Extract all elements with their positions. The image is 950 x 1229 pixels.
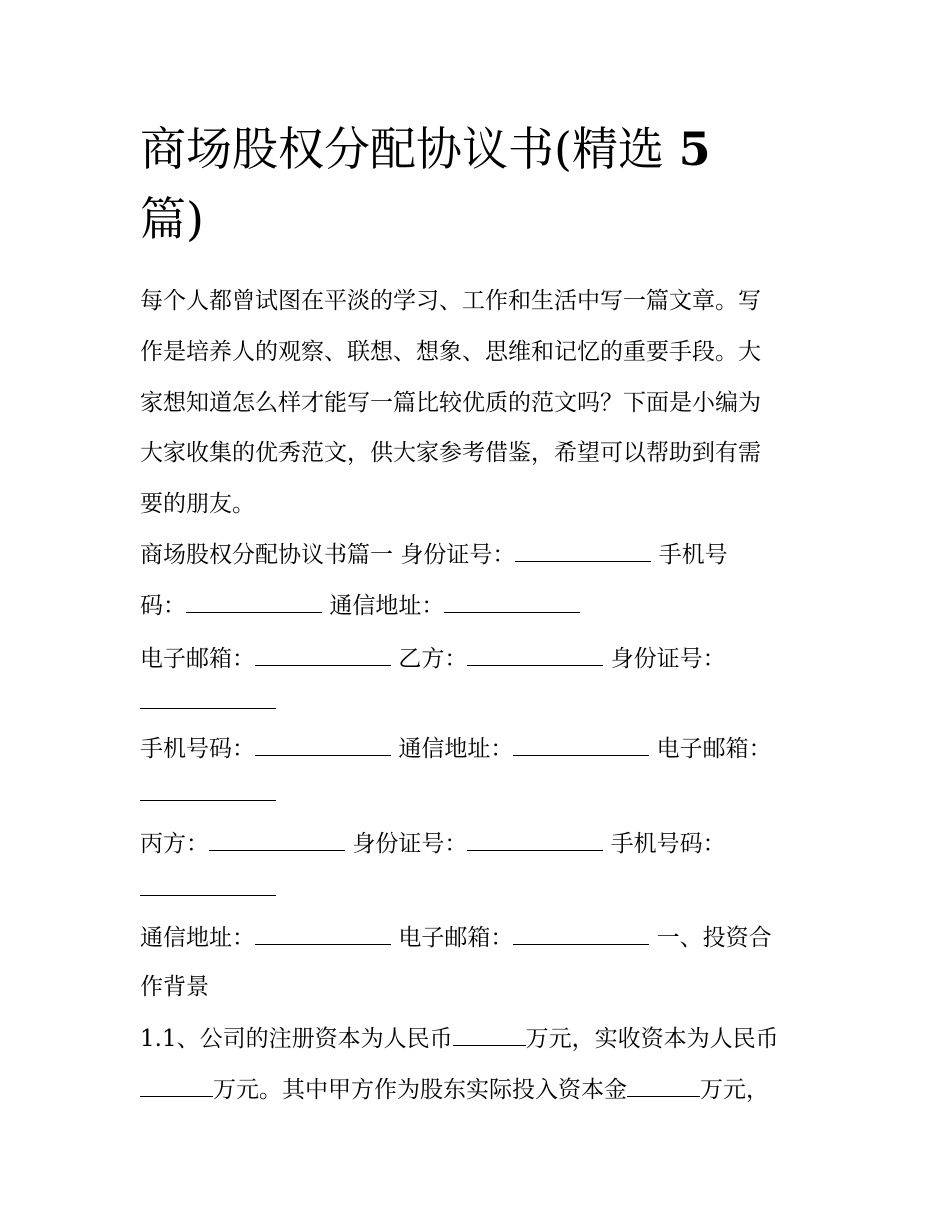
form-line [140,778,840,809]
intro-line: 每个人都曾试图在平淡的学习、工作和生活中写一篇文章。写 [140,288,761,314]
blank-field [186,590,322,613]
phone-label: 码： [140,593,186,619]
party-b-label: 乙方： [398,646,468,672]
address-label: 通信地址： [329,593,445,619]
blank-field [467,828,603,851]
blank-field [515,539,651,562]
document-title [140,114,820,254]
intro-line: 大家收集的优秀范文，供大家参考借鉴，希望可以帮助到有需 [140,440,761,466]
form-line [140,590,840,621]
form-line [140,828,840,859]
title-text: 商场股权分配协议书(精选 [140,122,664,176]
blank-field [255,733,391,756]
blank-field [453,1023,526,1046]
blank-field [444,590,580,613]
clause-text: 万元， [700,1077,769,1103]
email-label: 电子邮箱： [398,925,514,951]
clause-line [140,1074,840,1105]
blank-field [513,733,649,756]
section-heading: 作背景 [140,974,209,1000]
title-text-end: 篇) [140,192,204,246]
intro-line: 家想知道怎么样才能写一篇比较优质的范文吗？下面是小编为 [140,390,761,416]
section-heading: 一、投资合 [656,925,772,951]
title-number: 5 [678,122,711,176]
clause-text: 万元，实收资本为人民币 [525,1026,779,1052]
phone-label: 手机号码： [610,831,726,857]
form-line [140,873,840,904]
party-c-label: 丙方： [140,831,209,857]
form-line [140,922,840,953]
form-line [140,972,840,1002]
email-label: 电子邮箱： [140,646,255,672]
clause-line [140,1023,840,1054]
intro-line: 要的朋友。 [140,491,255,517]
id-label: 身份证号： [610,646,726,672]
section-title: 商场股权分配协议书篇一 [140,542,393,568]
clause-text: 1.1、公司的注册资本为人民币 [140,1026,453,1052]
id-label: 身份证号： [400,542,516,568]
blank-field [627,1074,700,1097]
address-label: 通信地址： [398,736,514,762]
blank-field [140,686,276,709]
phone-label: 手机号 [658,542,728,568]
blank-field [255,922,391,945]
form-line [140,539,840,570]
form-line [140,733,840,764]
blank-field [140,873,276,896]
blank-field [467,643,603,666]
blank-field [140,1074,213,1097]
blank-field [209,828,345,851]
blank-field [140,778,276,801]
address-label: 通信地址： [140,925,255,951]
phone-label: 手机号码： [140,736,255,762]
clause-text: 万元。其中甲方作为股东实际投入资本金 [213,1077,627,1103]
form-line [140,643,840,674]
blank-field [513,922,649,945]
intro-line: 作是培养人的观察、联想、想象、思维和记忆的重要手段。大 [140,339,761,365]
email-label: 电子邮箱： [656,736,772,762]
form-line [140,686,840,717]
id-label: 身份证号： [352,831,468,857]
blank-field [255,643,391,666]
